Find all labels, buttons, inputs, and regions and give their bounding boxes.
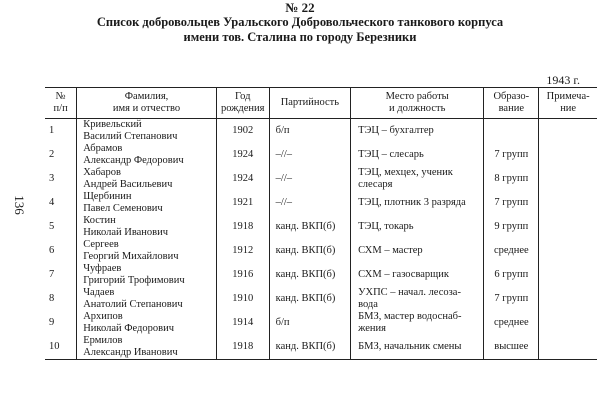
cell-birth-year: 1910 [216,287,269,311]
page-number: 136 [11,195,27,215]
cell-education: среднее [484,311,539,335]
cell-number: 8 [49,293,55,304]
cell-party: канд. ВКП(б) [269,287,350,311]
cell-note [539,191,597,215]
cell-education: 6 групп [484,263,539,287]
table-row [45,311,597,335]
cell-name: Ермилов Александр Иванович [77,335,217,360]
cell-name: Сергеев Георгий Михайлович [77,239,217,263]
cell-workplace: ТЭЦ, мехцех, ученик слесаря [351,167,484,191]
header-cell-number: № п/п [45,88,77,119]
cell-party: –//– [269,191,350,215]
cell-party: канд. ВКП(б) [269,335,350,360]
cell-workplace: УХПС – начал. лесоза- вода [351,287,484,311]
cell-note [539,119,597,144]
table-row [45,119,597,144]
cell-name: Чуфраев Григорий Трофимович [77,263,217,287]
cell-birth-year: 1921 [216,191,269,215]
cell-education: высшее [484,335,539,360]
cell-birth-year: 1914 [216,311,269,335]
cell-education: среднее [484,239,539,263]
cell-workplace: ТЭЦ, плотник 3 разряда [351,191,484,215]
cell-party: канд. ВКП(б) [269,215,350,239]
cell-birth-year: 1924 [216,143,269,167]
table-row [45,263,597,287]
header-cell-note: Примеча- ние [539,88,597,119]
cell-number: 7 [49,269,55,280]
cell-birth-year: 1924 [216,167,269,191]
cell-note [539,287,597,311]
table-row [45,287,597,311]
cell-workplace: СХМ – газосварщик [351,263,484,287]
cell-name: Хабаров Андрей Васильевич [77,167,217,191]
cell-workplace: ТЭЦ – слесарь [351,143,484,167]
table-header-row [45,88,597,119]
cell-birth-year: 1912 [216,239,269,263]
cell-party: –//– [269,143,350,167]
cell-number: 2 [49,149,55,160]
cell-workplace: СХМ – мастер [351,239,484,263]
cell-birth-year: 1902 [216,119,269,144]
title-line-2: имени тов. Сталина по городу Березники [183,30,417,44]
cell-party: б/п [269,311,350,335]
cell-number: 4 [49,197,55,208]
table-row [45,143,597,167]
table-row [45,167,597,191]
cell-name: Чадаев Анатолий Степанович [77,287,217,311]
cell-workplace: БМЗ, мастер водоснаб- жения [351,311,484,335]
cell-name: Кривельский Василий Степанович [77,119,217,144]
cell-number: 3 [49,173,55,184]
cell-workplace: ТЭЦ – бухгалтер [351,119,484,144]
cell-education [484,119,539,144]
cell-number: 10 [45,335,77,360]
cell-name: Костин Николай Иванович [77,215,217,239]
table-row [45,335,597,360]
table-row [45,191,597,215]
cell-birth-year: 1916 [216,263,269,287]
cell-number: 5 [49,221,55,232]
cell-workplace: БМЗ, начальник смены [351,335,484,360]
volunteers-table [45,87,597,360]
title-line-1: Список добровольцев Уральского Добровольческого танкового корпуса [96,15,504,29]
cell-birth-year: 1918 [216,335,269,360]
cell-note [539,311,597,335]
cell-number: 6 [49,245,55,256]
cell-education: 7 групп [484,191,539,215]
cell-party: канд. ВКП(б) [269,239,350,263]
document-title [0,15,600,45]
cell-note [539,239,597,263]
cell-education: 7 групп [484,143,539,167]
cell-note [539,143,597,167]
cell-education: 9 групп [484,215,539,239]
cell-party: б/п [269,119,350,144]
header-cell-workplace: Место работы и должность [351,88,484,119]
cell-party: канд. ВКП(б) [269,263,350,287]
cell-name: Абрамов Александр Федорович [77,143,217,167]
cell-number: 9 [49,317,55,328]
cell-note [539,335,597,360]
cell-party: –//– [269,167,350,191]
cell-number: 1 [49,125,55,136]
cell-workplace: ТЭЦ, токарь [351,215,484,239]
cell-name: Архипов Николай Федорович [77,311,217,335]
header-cell-name: Фамилия, имя и отчество [77,88,217,119]
cell-note [539,167,597,191]
header-cell-education: Образо- вание [484,88,539,119]
cell-note [539,215,597,239]
cell-name: Щербинин Павел Семенович [77,191,217,215]
document-year: 1943 г. [546,73,580,87]
header-cell-birth-year: Год рождения [216,88,269,119]
cell-birth-year: 1918 [216,215,269,239]
cell-education: 7 групп [484,287,539,311]
table-row [45,239,597,263]
cell-education: 8 групп [484,167,539,191]
cell-note [539,263,597,287]
table-row [45,215,597,239]
document-number: № 22 [285,0,315,15]
header-cell-party: Партийность [269,88,350,119]
